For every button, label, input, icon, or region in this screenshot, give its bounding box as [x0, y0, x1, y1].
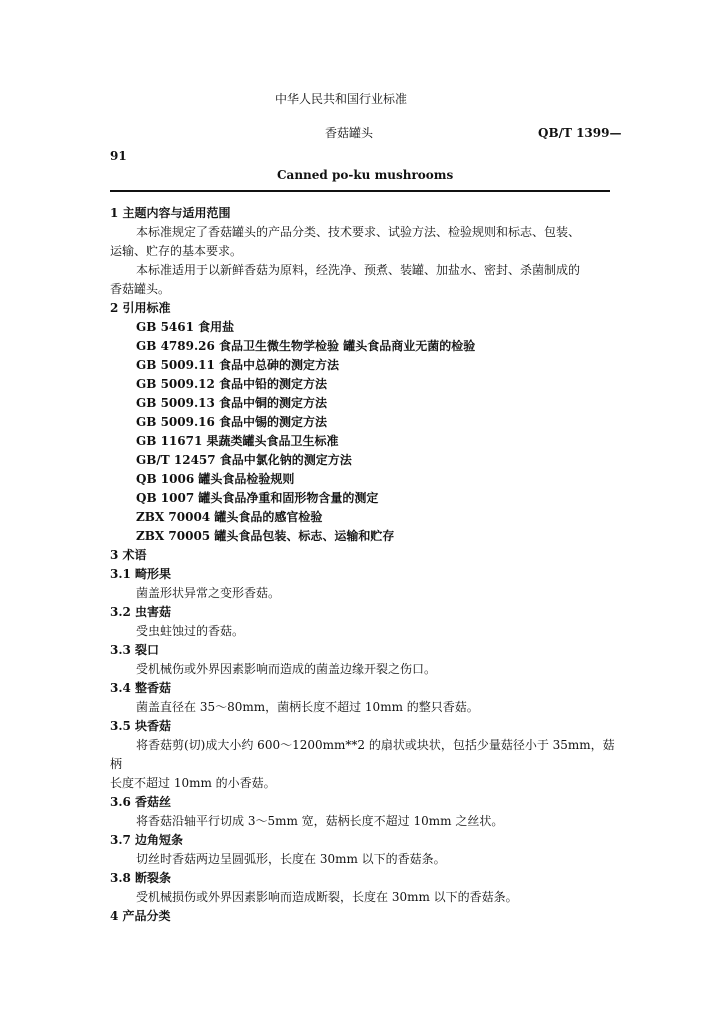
term-3-8-definition: 受机械损伤或外界因素影响而造成断裂，长度在 30mm 以下的香菇条。 — [136, 890, 518, 904]
term-3-3-heading: 3.3 裂口 — [110, 643, 160, 657]
term-3-1-heading: 3.1 畸形果 — [110, 567, 172, 581]
reference-item: GB 5009.16 食品中锡的测定方法 — [136, 415, 328, 429]
reference-item: QB 1007 罐头食品净重和固形物含量的测定 — [136, 491, 379, 505]
standard-category: 中华人民共和国行业标准 — [275, 92, 408, 106]
reference-item: QB 1006 罐头食品检验规则 — [136, 472, 295, 486]
standard-code-year: 91 — [110, 149, 127, 163]
term-3-6-definition: 将香菇沿轴平行切成 3～5mm 宽，菇柄长度不超过 10mm 之丝状。 — [136, 814, 504, 828]
reference-item: GB 5009.11 食品中总砷的测定方法 — [136, 358, 340, 372]
term-3-4-heading: 3.4 整香菇 — [110, 681, 172, 695]
reference-item: GB 5009.13 食品中铜的测定方法 — [136, 396, 328, 410]
section-1-paragraph-1-line-1: 本标准规定了香菇罐头的产品分类、技术要求、试验方法、检验规则和标志、包装、 — [136, 225, 581, 239]
term-3-2-heading: 3.2 虫害菇 — [110, 605, 172, 619]
standard-code: QB/T 1399— — [538, 126, 622, 140]
reference-item: ZBX 70004 罐头食品的感官检验 — [136, 510, 323, 524]
term-3-5-definition-line-3: 长度不超过 10mm 的小香菇。 — [110, 776, 276, 790]
term-3-7-heading: 3.7 边角短条 — [110, 833, 184, 847]
section-1-heading: 1 主题内容与适用范围 — [110, 206, 231, 220]
reference-item: GB 4789.26 食品卫生微生物学检验 罐头食品商业无菌的检验 — [136, 339, 476, 353]
section-3-heading: 3 术语 — [110, 548, 147, 562]
section-2-heading: 2 引用标准 — [110, 301, 171, 315]
section-4-heading: 4 产品分类 — [110, 909, 171, 923]
term-3-5-definition-line-1: 将香菇剪(切)成大小约 600～1200mm**2 的扇状或块状，包括少量菇径小于 35mm，菇 — [136, 738, 615, 752]
reference-item: GB 5009.12 食品中铅的测定方法 — [136, 377, 328, 391]
document-title-en: Canned po-ku mushrooms — [277, 168, 454, 182]
term-3-1-definition: 菌盖形状异常之变形香菇。 — [136, 586, 281, 600]
reference-item: GB/T 12457 食品中氯化钠的测定方法 — [136, 453, 352, 467]
term-3-5-heading: 3.5 块香菇 — [110, 719, 172, 733]
term-3-2-definition: 受虫蛀蚀过的香菇。 — [136, 624, 245, 638]
section-1-paragraph-1-line-2: 运输、贮存的基本要求。 — [110, 244, 243, 258]
term-3-4-definition: 菌盖直径在 35～80mm，菌柄长度不超过 10mm 的整只香菇。 — [136, 700, 479, 714]
term-3-8-heading: 3.8 断裂条 — [110, 871, 172, 885]
term-3-7-definition: 切丝时香菇两边呈圆弧形，长度在 30mm 以下的香菇条。 — [136, 852, 446, 866]
reference-item: ZBX 70005 罐头食品包装、标志、运输和贮存 — [136, 529, 395, 543]
term-3-3-definition: 受机械伤或外界因素影响而造成的菌盖边缘开裂之伤口。 — [136, 662, 437, 676]
document-title-cn: 香菇罐头 — [325, 126, 374, 140]
reference-item: GB 11671 果蔬类罐头食品卫生标准 — [136, 434, 339, 448]
section-1-paragraph-2-line-2: 香菇罐头。 — [110, 282, 171, 296]
header-divider — [110, 190, 610, 192]
reference-item: GB 5461 食用盐 — [136, 320, 235, 334]
term-3-5-definition-line-2: 柄 — [110, 757, 123, 771]
term-3-6-heading: 3.6 香菇丝 — [110, 795, 172, 809]
section-1-paragraph-2-line-1: 本标准适用于以新鲜香菇为原料，经洗净、预煮、装罐、加盐水、密封、杀菌制成的 — [136, 263, 581, 277]
